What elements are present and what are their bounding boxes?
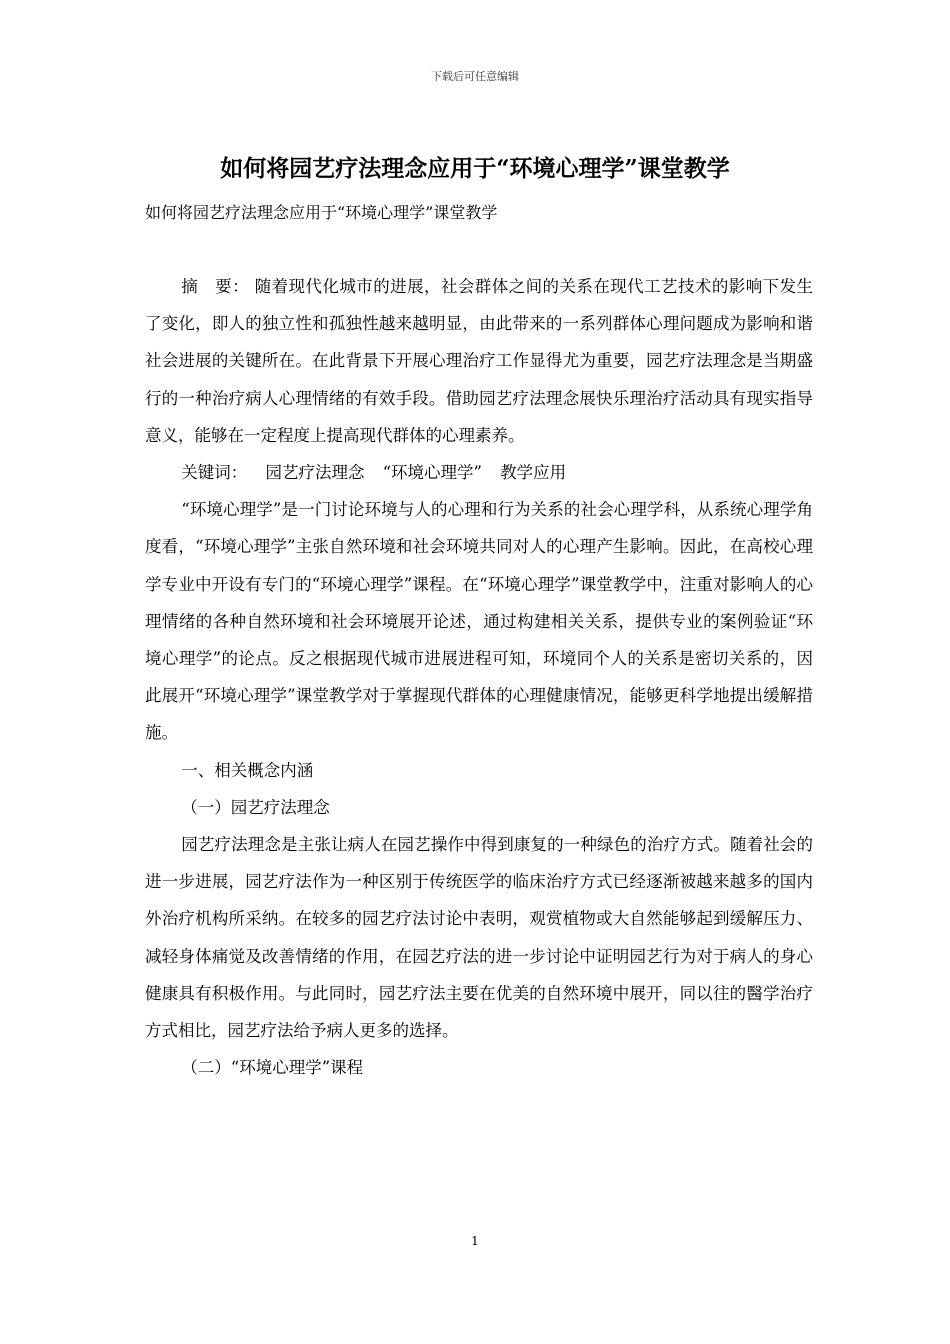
document-body bbox=[145, 268, 813, 1086]
abstract-paragraph: 摘 要： 随着现代化城市的进展，社会群体之间的关系在现代工艺技术的影响下发生了变化，即人的独立性和孤独性越来越明显，由此带来的一系列群体心理问题成为影响和谐社会进展的关键所在。在此背景下开展心理治疗工作显得尤为重要，园艺疗法理念是当期盛行的一种治疗病人心理情绪的有效手段。借助园艺疗法理念展快乐理治疗活动具有现实指导意义，能够在一定程度上提高现代群体的心理素养。 bbox=[145, 277, 813, 445]
keywords-label: 关键词： bbox=[181, 463, 248, 483]
page-header-note: 下载后可任意编辑 bbox=[431, 70, 519, 83]
intro-paragraph: “环境心理学”是一门讨论环境与人的心理和行为关系的社会心理学科，从系统心理学角度看，“环境心理学”主张自然环境和社会环境共同对人的心理产生影响。因此，在高校心理学专业中开设有专门的“环境心理学”课程。在“环境心理学”课堂教学中，注重对影响人的心理情绪的各种自然环境和社会环境展开论述，通过构建相关关系，提供专业的案例验证“环境心理学”的论点。反之根据现代城市进展进程可知，环境同个人的关系是密切关系的，因此展开“环境心理学”课堂教学对于掌握现代群体的心理健康情况，能够更科学地提出缓解措施。 bbox=[145, 500, 813, 743]
document-title: 如何将园艺疗法理念应用于“环境心理学”课堂教学 bbox=[220, 155, 730, 182]
subsection-heading: （二）“环境心理学”课程 bbox=[181, 1058, 364, 1078]
subsection-heading: （一）园艺疗法理念 bbox=[181, 797, 330, 817]
keyword-item: 园艺疗法理念 bbox=[265, 463, 365, 483]
keywords-line bbox=[145, 454, 813, 491]
page-number: 1 bbox=[471, 1234, 479, 1248]
keyword-item: “环境心理学” bbox=[382, 463, 482, 483]
document-subtitle: 如何将园艺疗法理念应用于“环境心理学”课堂教学 bbox=[145, 203, 498, 222]
keyword-item: 教学应用 bbox=[500, 463, 567, 483]
section-heading: 一、相关概念内涵 bbox=[181, 760, 314, 780]
body-paragraph: 园艺疗法理念是主张让病人在园艺操作中得到康复的一种绿色的治疗方式。随着社会的进一步进展，园艺疗法作为一种区别于传统医学的临床治疗方式已经逐渐被越来越多的国内外治疗机构所采纳。在较多的园艺疗法讨论中表明，观赏植物或大自然能够起到缓解压力、减轻身体痛觉及改善情绪的作用，在园艺疗法的进一步讨论中证明园艺行为对于病人的身心健康具有积极作用。与此同时，园艺疗法主要在优美的自然环境中展开，同以往的醫学治疗方式相比，园艺疗法给予病人更多的选择。 bbox=[145, 835, 813, 1041]
